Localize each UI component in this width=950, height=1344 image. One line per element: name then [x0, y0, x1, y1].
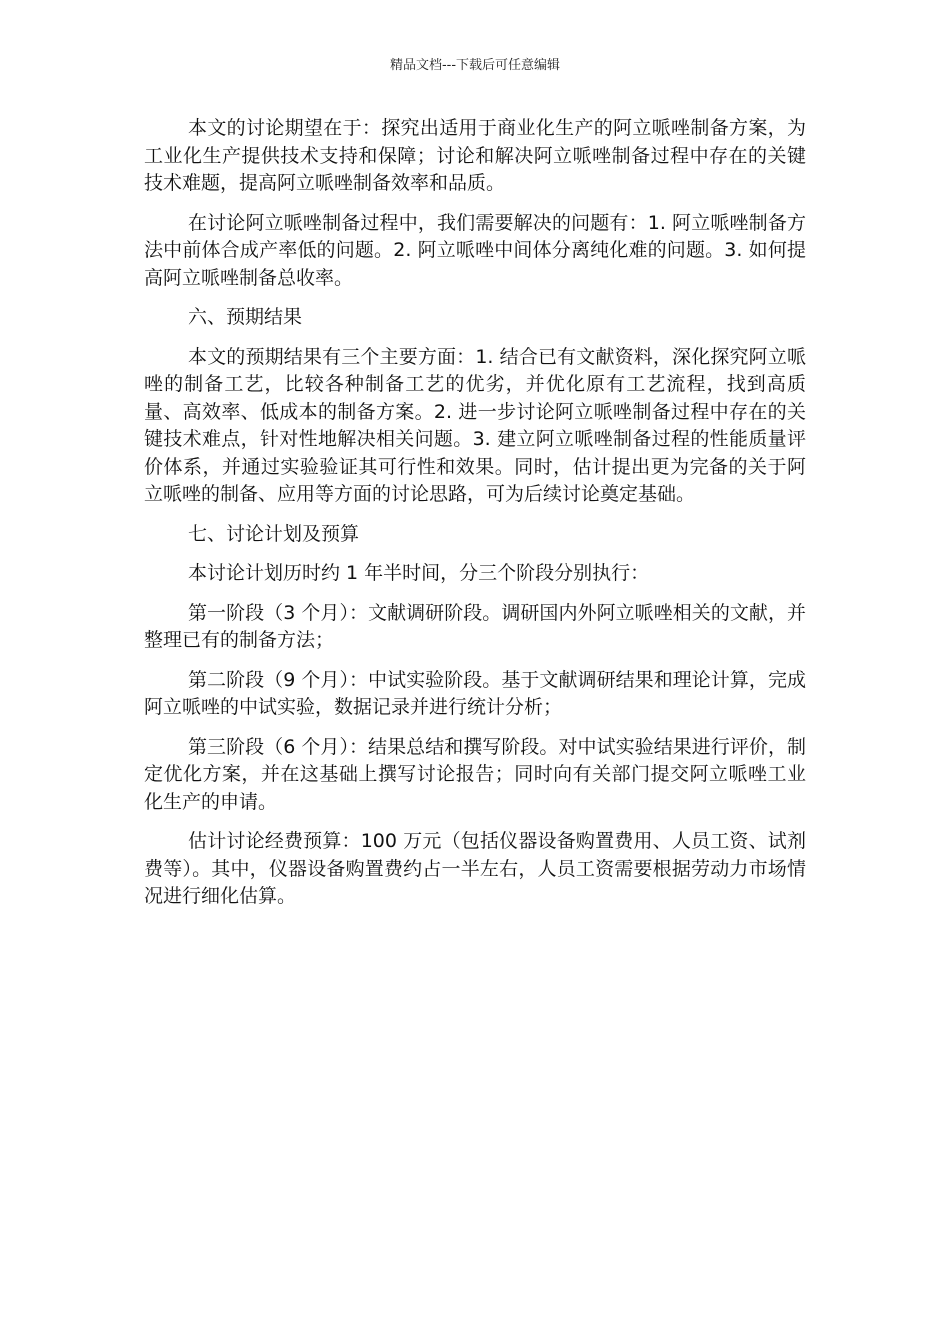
paragraph-stage-one: 第一阶段（3 个月）：文献调研阶段。调研国内外阿立哌唑相关的文献，并整理已有的制备方法； [144, 601, 806, 651]
section-heading-plan-budget: 七、讨论计划及预算 [188, 522, 360, 545]
section-heading-expected-results: 六、预期结果 [188, 306, 303, 328]
paragraph-stage-three: 第三阶段（6 个月）：结果总结和撰写阶段。对中试实验结果进行评价，制定优化方案，并在这基础上撰写讨论报告；同时向有关部门提交阿立哌唑工业化生产的申请。 [144, 735, 806, 813]
page-header: 精品文档---下载后可任意编辑 [389, 58, 561, 73]
paragraph-expected-results: 本文的预期结果有三个主要方面：1. 结合已有文献资料，深化探究阿立哌唑的制备工艺，比较各种制备工艺的优劣，并优化原有工艺流程，找到高质量、高效率、低成本的制备方案。2. 进一步讨论阿立哌唑制备过程中存在的关键技术难点，针对性地解决相关问题。3. 建立阿立哌唑制备过程的性能质量评价体系，并通过实验验证其可行性和效果。同时，估计提出更为完备的关于阿立哌唑的制备、应用等方面的讨论思路，可为后续讨论奠定基础。 [144, 345, 806, 505]
document-body [144, 115, 806, 923]
paragraph-plan-intro: 本讨论计划历时约 1 年半时间，分三个阶段分别执行： [188, 562, 650, 584]
paragraph-budget: 估计讨论经费预算：100 万元（包括仪器设备购置费用、人员工资、试剂费等）。其中，仪器设备购置费约占一半左右，人员工资需要根据劳动力市场情况进行细化估算。 [144, 830, 806, 907]
paragraph-objectives: 本文的讨论期望在于：探究出适用于商业化生产的阿立哌唑制备方案，为工业化生产提供技术支持和保障；讨论和解决阿立哌唑制备过程中存在的关键技术难题，提高阿立哌唑制备效率和品质。 [144, 117, 806, 194]
paragraph-problems: 在讨论阿立哌唑制备过程中，我们需要解决的问题有：1. 阿立哌唑制备方法中前体合成产率低的问题。2. 阿立哌唑中间体分离纯化难的问题。3. 如何提高阿立哌唑制备总收率。 [144, 211, 806, 289]
paragraph-stage-two: 第二阶段（9 个月）：中试实验阶段。基于文献调研结果和理论计算，完成阿立哌唑的中试实验，数据记录并进行统计分析； [144, 668, 806, 718]
